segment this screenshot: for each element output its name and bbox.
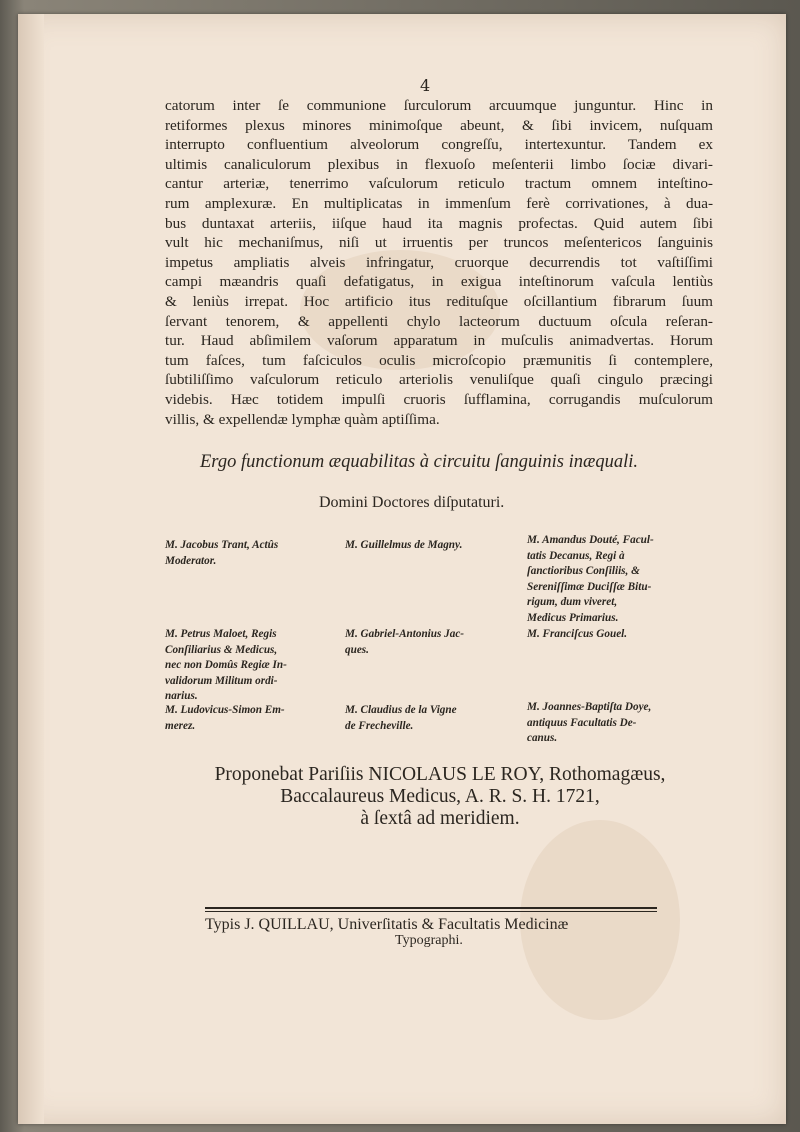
doctor-entry: M. Joannes-Baptiſta Doye, antiquus Facultatis De- canus. xyxy=(527,701,652,744)
doctor-entry: M. Amandus Douté, Facul- tatis Decanus, Regi à ſanctioribus Conſiliis, & Sereniſſimæ Duciſſæ Bitu- rigum, dum viveret, Medicus Primarius. xyxy=(527,534,654,624)
body-line: tur. Haud abſimilem vaſorum apparatum in muſculis animadvertas. Horum xyxy=(165,332,713,350)
proponebat-line: Proponebat Pariſiis NICOLAUS LE ROY, Rothomagæus, xyxy=(214,764,666,785)
body-line: tum faſces, tum faſciculos oculis microſcopio præmunitis ſi contemplere, xyxy=(165,351,713,369)
body-line: campi mæandris quaſi defatigatus, in exigua inteſtinorum vaſcula lentiùs xyxy=(165,273,713,291)
page-number: 4 xyxy=(420,76,431,95)
body-line: videbis. Hæc totidem impulſi cruoris ſufflamina, corrugandis muſculorum xyxy=(165,390,713,408)
printer-rule xyxy=(205,907,657,909)
proponebat-block xyxy=(160,764,720,830)
body-line: ſubtiliſſimo vaſculorum reticulo arteriolis venuliſque quaſi cingulo præcingi xyxy=(165,371,713,389)
body-line: villis, & expellendæ lymphæ quàm aptiſſima. xyxy=(165,410,440,428)
body-line: bus duntaxat arteriis, iiſque haud ita magnis profectas. Quid autem ſibi xyxy=(165,214,713,232)
body-line: ultimis canaliculorum plexibus in flexuoſo meſenterii limbo ſociæ divari- xyxy=(165,155,713,173)
body-line: retiformes plexus minores minimoſque abeunt, & ſibi invicem, nuſquam xyxy=(165,116,713,134)
proponebat-line: à ſextâ ad meridiem. xyxy=(360,808,520,829)
body-line: & leniùs irrepat. Hoc artificio itus redituſque oſcillantium fibrarum ſuum xyxy=(165,292,713,310)
body-line: rum amplexuræ. En multiplicatas in immenſum ferè corrivationes, à dua- xyxy=(165,194,713,212)
page-gutter xyxy=(18,14,44,1124)
printer-line: Typis J. QUILLAU, Univerſitatis & Facultatis Medicinæ xyxy=(205,916,569,933)
doctor-entry: M. Gabriel-Antonius Jac- ques. xyxy=(345,628,465,656)
proponebat-line: Baccalaureus Medicus, A. R. S. H. 1721, xyxy=(280,786,600,807)
body-line: catorum inter ſe communione ſurculorum arcuumque junguntur. Hinc in xyxy=(165,97,713,114)
thesis-conclusion: Ergo functionum æquabilitas à circuitu ſanguinis inæquali. xyxy=(200,452,639,472)
printer-line: Typographi. xyxy=(395,933,463,948)
printer-rule-thin xyxy=(205,911,657,912)
doctor-entry: M. Ludovicus-Simon Em- merez. xyxy=(165,704,285,732)
body-paragraph xyxy=(165,96,713,429)
body-line: impetus ampliatis alveis infringatur, cruorque decurrendis tot vaſtiſſimi xyxy=(165,253,713,271)
doctor-entry: M. Jacobus Trant, Actûs Moderator. xyxy=(165,539,279,567)
body-line: interrupto confluentium alveolorum congreſſu, intertexuntur. Tandem ex xyxy=(165,136,713,154)
body-line: ſervant tenorem, & appellenti chylo lacteorum ductuum oſcula reſeran- xyxy=(165,312,713,330)
printer-imprint xyxy=(205,917,665,949)
doctors-heading: Domini Doctores diſputaturi. xyxy=(319,494,505,511)
body-line: cantur arteriæ, tenerrimo vaſculorum reticulo tractum omnem inteſtino- xyxy=(165,175,713,193)
doctor-entry: M. Franciſcus Gouel. xyxy=(527,628,628,640)
doctor-entry: M. Claudius de la Vigne de Frecheville. xyxy=(345,704,457,732)
body-line: vult hic mechaniſmus, niſi ut irruentis per truncos meſentericos ſanguinis xyxy=(165,234,713,252)
doctor-entry: M. Petrus Maloet, Regis Conſiliarius & Medicus, nec non Domûs Regiæ In- validorum Militum ordi- narius. xyxy=(165,628,287,702)
doctor-entry: M. Guillelmus de Magny. xyxy=(345,539,463,551)
